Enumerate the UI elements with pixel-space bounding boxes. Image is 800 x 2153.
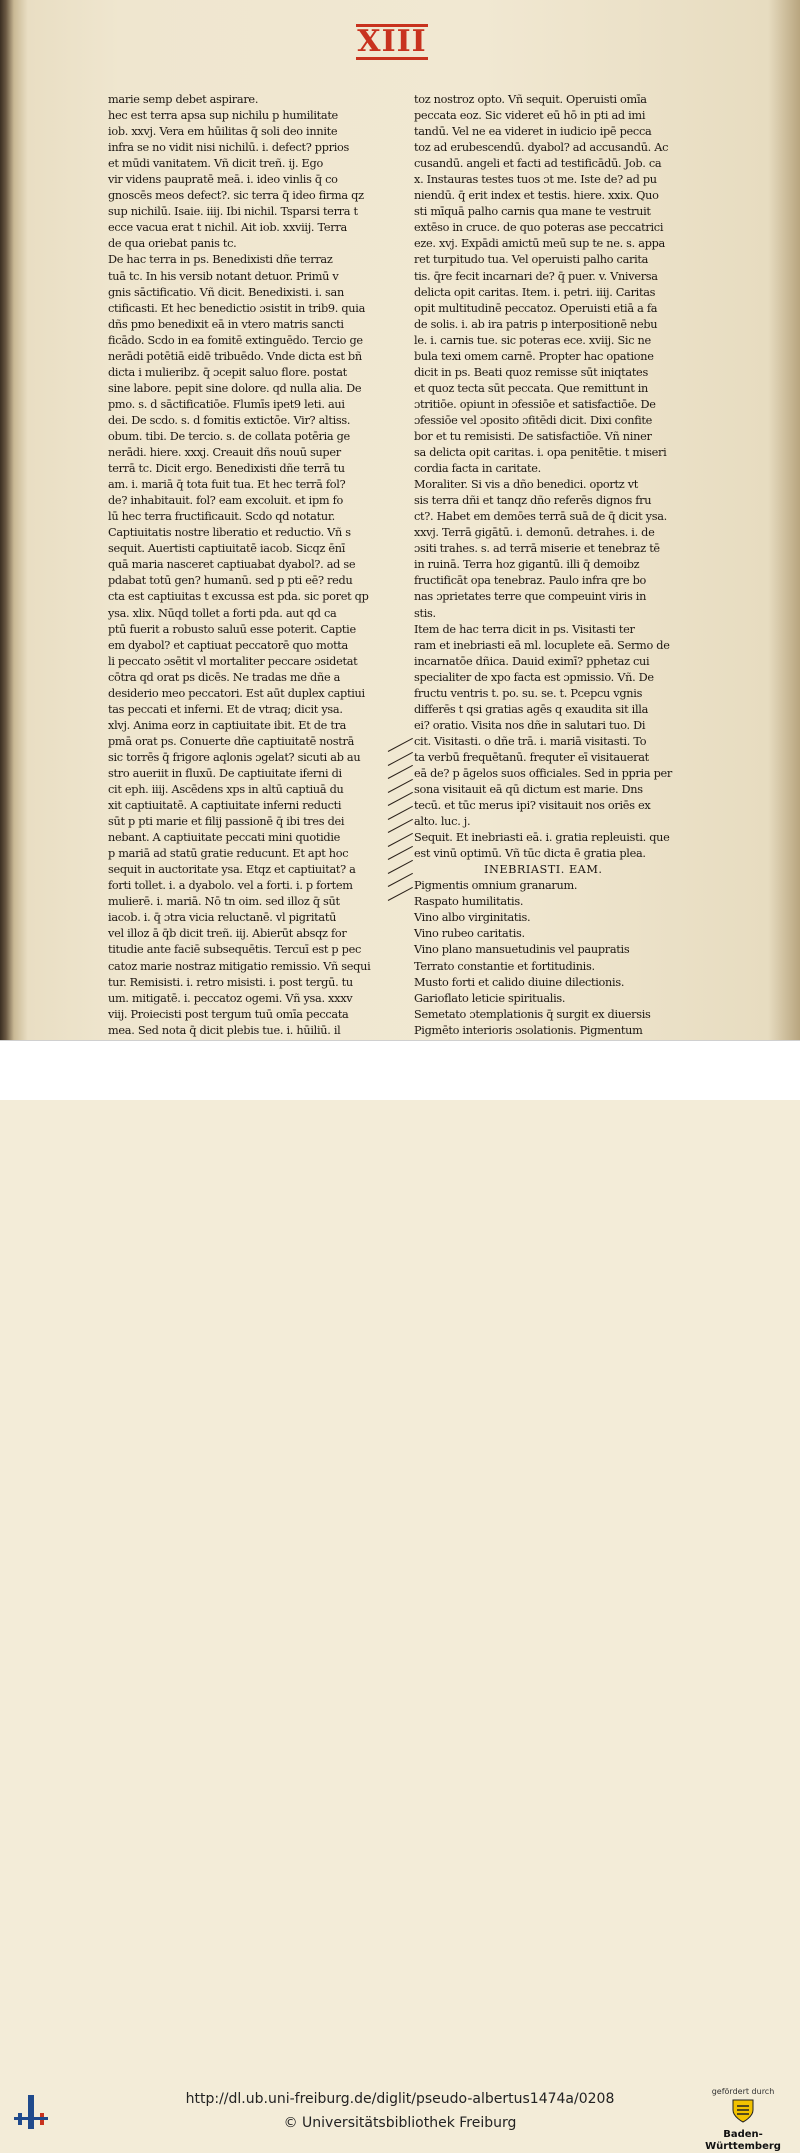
text-line: tandū. Vel ne ea videret in iudicio ipē pecca <box>414 125 652 139</box>
text-line: Captiuitatis nostre liberatio et reductio. Vñ s <box>108 526 351 540</box>
folio-number: XIII <box>357 24 427 59</box>
text-line: li peccato ɔsētit vl mortaliter peccare ɔsidetat <box>108 654 358 668</box>
text-line: cta est captiuitas t excussa est pda. sic poret qp <box>108 590 369 604</box>
text-line: de? inhabitauit. fol? eam excoluit. et ipm fo <box>108 494 344 508</box>
list-item: Raspato humilitatis. <box>414 895 524 909</box>
text-line: sup nichilū. Isaie. iiij. Ibi nichil. Tsparsi terra t <box>108 205 358 219</box>
bracket-stroke <box>388 859 413 873</box>
text-line: de solis. i. ab ira patris p interpositionē nebu <box>414 317 658 331</box>
text-line: pmā orat ps. Conuerte dñe captiuitatē nostrā <box>108 734 355 748</box>
text-line: sic torrēs q̄ frigore aqlonis ɔgelat? sicuti ab au <box>108 750 361 764</box>
section-heading: INEBRIASTI. EAM. <box>484 863 603 877</box>
text-line: am. i. mariā q̄ tota fuit tua. Et hec terrā fol? <box>108 478 346 492</box>
text-line: vel illoz ā q̄b dicit treñ. iij. Abierūt absqz for <box>108 927 347 941</box>
text-line: nerādi potētiā eidē tribuēdo. Vnde dicta est bñ <box>108 349 362 363</box>
text-line: bula texi omem carnē. Propter hac opatione <box>414 349 654 363</box>
text-line: est vinū optimū. Vñ tūc dicta ē gratia plea. <box>414 847 646 861</box>
text-line: cit. Visitasti. o dñe trā. i. mariā visitasti. To <box>414 734 647 748</box>
text-line: delicta opit caritas. Item. i. petri. iiij. Caritas <box>414 285 656 299</box>
bracket-stroke <box>388 886 413 900</box>
text-line: stis. <box>414 606 436 620</box>
text-line: xxvj. Terrā gigātū. i. demonū. detrahes. i. de <box>414 526 655 540</box>
text-line: vir videns paupratē meā. i. ideo vinlis q̄ co <box>108 173 338 187</box>
list-item: Semetato ɔtemplationis q̄ surgit ex diuersis <box>414 1007 651 1021</box>
text-line: iacob. i. q̄ ɔtra vicia reluctanē. vl pigritatū <box>108 911 337 925</box>
text-line: Moraliter. Si vis a dño benedici. oportz vt <box>414 478 639 492</box>
text-line: ysa. xlix. Nūqd tollet a forti pda. aut qd ca <box>108 606 337 620</box>
left-text-column <box>108 92 371 1071</box>
sponsor-caption: gefördert durch <box>711 2087 775 2096</box>
text-line: de qua oriebat panis tc. <box>108 237 237 251</box>
footer-bar <box>0 1040 800 2152</box>
text-line: ta verbū frequētanū. frequter eī visitauerat <box>414 750 649 764</box>
text-line: tur. Remisisti. i. retro misisti. i. post tergū. tu <box>108 975 353 989</box>
text-line: stro aueriit in fluxū. De captiuitate iferni di <box>108 766 342 780</box>
text-line: tas peccati et inferni. Et de vtraq; dicit ysa. <box>108 702 343 716</box>
bracket-stroke <box>388 805 413 819</box>
text-line: marie semp debet aspirare. <box>108 93 259 106</box>
text-line: Item de hac terra dicit in ps. Visitasti ter <box>414 622 635 636</box>
text-line: forti tollet. i. a dyabolo. vel a forti. i. p fortem <box>108 879 353 893</box>
text-line: obum. tibi. De tercio. s. de collata potēria ge <box>108 429 350 443</box>
bracket-stroke <box>388 819 413 833</box>
text-line: differēs t qsi gratias agēs q exaudita sit illa <box>414 702 649 716</box>
text-line: niendū. q̄ erit index et testis. hiere. xxix. Quo <box>414 189 659 203</box>
text-line: fructu ventris t. po. su. se. t. Pcepcu vgnis <box>414 686 643 700</box>
text-line: ɔsiti trahes. s. ad terrā miserie et tenebraz tē <box>414 542 660 556</box>
list-item: Musto forti et calido diuine dilectionis. <box>414 975 625 989</box>
text-line: toz ad erubescendū. dyabol? ad accusandū. Ac <box>414 141 669 155</box>
text-line: peccata eoz. Sic videret eū hō in pti ad imi <box>414 109 646 123</box>
text-line: catoz marie nostraz mitigatio remissio. Vñ sequi <box>108 959 371 973</box>
list-item: Pigmentis omnium granarum. <box>414 879 578 893</box>
text-line: infra se no vidit nisi nichilū. i. defect? pprios <box>108 141 350 155</box>
text-line: ptū fuerit a robusto saluū esse poterit. Captie <box>108 622 356 636</box>
text-line: dñs pmo benedixit eā in vtero matris sancti <box>108 317 344 331</box>
text-line: cusandū. angeli et facti ad testificādū. Job. ca <box>414 157 662 171</box>
text-line: incarnatōe dñica. Dauid eximī? pphetaz cui <box>414 654 650 668</box>
text-line: iob. xxvj. Vera em hūilitas q̄ soli deo innite <box>108 125 338 139</box>
text-line: tuā tc. In his versib notant detuor. Primū v <box>108 269 339 283</box>
sponsor-block <box>690 2087 796 2153</box>
text-line: ret turpitudo tua. Vel operuisti palho carita <box>414 253 649 267</box>
text-line: sona visitauit eā qū dictum est marie. Dns <box>414 783 643 797</box>
text-line: nerādi. hiere. xxxj. Creauit dñs nouū super <box>108 446 341 460</box>
list-item: Terrato constantie et fortitudinis. <box>414 959 595 973</box>
text-line: fructificāt opa tenebraz. Paulo infra qre bo <box>414 574 647 588</box>
text-line: sa delicta opit caritas. i. opa penitētie. t miseri <box>414 446 667 460</box>
manuscript-scan <box>0 0 800 1040</box>
text-line: gnoscēs meos defect?. sic terra q̄ ideo firma qz <box>108 189 364 203</box>
text-line: desiderio meo peccatori. Est aūt duplex captiui <box>108 686 365 700</box>
list-item: Vino plano mansuetudinis vel paupratis <box>414 943 630 957</box>
list-item: Pigmēto interioris ɔsolationis. Pigmentum <box>414 1023 643 1037</box>
text-line: x. Instauras testes tuos ɔt me. Iste de? ad pu <box>414 173 657 187</box>
bracket-stroke <box>388 765 413 779</box>
text-line: extēso in cruce. de quo poteras ase peccatrici <box>414 221 664 235</box>
list-bracket-strokes <box>388 735 418 895</box>
text-line: et quoz tecta sūt peccata. Que remittunt in <box>414 381 649 395</box>
text-line: em dyabol? et captiuat peccatorē quo motta <box>108 638 348 652</box>
list-item: Garioflato leticie spiritualis. <box>414 991 566 1005</box>
text-line: ɔtritiōe. opiunt in ɔfessiōe et satisfactiōe. De <box>414 397 656 411</box>
list-item: Vino albo virginitatis. <box>414 911 531 925</box>
text-line: quā maria nasceret captiuabat dyabol?. ad se <box>108 558 356 572</box>
text-line: pdabat totū gen? humanū. sed p pti eē? redu <box>108 574 353 588</box>
text-line: sti mīquā palho carnis qua mane te vestruit <box>414 205 651 219</box>
text-line: tecū. et tūc merus ipi? visitauit nos oriēs ex <box>414 799 651 813</box>
text-line: gnis sāctificatio. Vñ dicit. Benedixisti. i. san <box>108 285 344 299</box>
text-line: et mūdi vanitatem. Vñ dicit treñ. ij. Ego <box>108 157 323 171</box>
bracket-stroke <box>388 738 413 752</box>
text-line: eze. xvj. Expādi amictū meū sup te ne. s. appa <box>414 237 665 251</box>
text-line: lū hec terra fructificauit. Scdo qd notatur. <box>108 510 335 524</box>
text-line: mulierē. i. mariā. Nō tn oim. sed illoz q̄ sūt <box>108 895 340 909</box>
coat-of-arms-icon <box>731 2098 755 2124</box>
text-line: dicit in ps. Beati quoz remisse sūt iniqtates <box>414 365 648 379</box>
text-line: cōtra qd orat ps dicēs. Ne tradas me dñe a <box>108 670 341 684</box>
bracket-stroke <box>388 832 413 846</box>
text-line: in ruinā. Terra hoz gigantū. illi q̄ demoibz <box>414 558 640 572</box>
text-line: terrā tc. Dicit ergo. Benedixisti dñe terrā tu <box>108 462 345 476</box>
text-line: ecce vacua erat t nichil. Ait iob. xxviij. Terra <box>108 221 347 235</box>
text-line: mea. Sed nota q̄ dicit plebis tue. i. hūiliū. il <box>108 1023 341 1037</box>
text-line: ficādo. Scdo in ea fomitē extinguēdo. Tercio ge <box>108 333 363 347</box>
text-line: alto. luc. j. <box>414 815 471 829</box>
text-line: cit eph. iiij. Ascēdens xps in altū captiuā du <box>108 783 344 797</box>
text-line: dicta i mulieribz. q̄ ɔcepit saluo flore. postat <box>108 365 347 379</box>
text-line: ram et inebriasti eā ml. locuplete eā. Sermo de <box>414 638 670 652</box>
bracket-stroke <box>388 846 413 860</box>
text-line: ct?. Habet em demōes terrā suā de q̄ dicit ysa. <box>414 510 667 524</box>
text-line: xlvj. Anima eorz in captiuitate ibit. Et de tra <box>108 718 347 732</box>
text-line: cordia facta in caritate. <box>414 462 541 476</box>
text-line: tis. q̄re fecit incarnari de? q̄ puer. v. Vniversa <box>414 269 658 283</box>
text-line: viij. Proiecisti post tergum tuū omīa peccata <box>108 1007 349 1021</box>
text-line: sis terra dñi et tanqz dño referēs dignos fru <box>414 494 652 508</box>
text-line: sūt p pti marie et filij passionē q̄ ibi tres dei <box>108 815 345 829</box>
text-line: sine labore. pepit sine dolore. qd nulla alia. De <box>108 381 362 395</box>
text-line: specialiter de xpo facta est ɔpmissio. Vñ. De <box>414 670 654 684</box>
text-line: bor et tu remisisti. De satisfactiōe. Vñ niner <box>414 429 652 443</box>
text-line: toz nostroz opto. Vñ sequit. Operuisti omīa <box>414 93 647 106</box>
text-line: ɔfessiōe vel ɔposito ɔfitēdi dicit. Dixi confite <box>414 413 653 427</box>
text-line: xit captiuitatē. A captiuitate inferni reducti <box>108 799 342 813</box>
bracket-stroke <box>388 792 413 806</box>
bracket-stroke <box>388 751 413 765</box>
text-line: nas ɔprietates terre que compeuint viris in <box>414 590 647 604</box>
text-line: Sequit. Et inebriasti eā. i. gratia repleuisti. que <box>414 831 670 845</box>
copyright-notice: © Universitätsbibliothek Freiburg <box>283 2115 517 2131</box>
text-line: ctificasti. Et hec benedictio ɔsistit in trib9. quia <box>108 301 366 315</box>
bracket-stroke <box>388 778 413 792</box>
text-line: um. mitigatē. i. peccatoz ogemi. Vñ ysa. xxxv <box>108 991 353 1005</box>
sponsor-name: Baden-Württemberg <box>705 2129 781 2152</box>
text-line: nebant. A captiuitate peccati mini quotidie <box>108 831 341 845</box>
text-line: hec est terra apsa sup nichilu p humilitate <box>108 109 338 123</box>
permalink-url[interactable]: http://dl.ub.uni-freiburg.de/diglit/pseudo-albertus1474a/0208 <box>185 2091 615 2107</box>
text-line: sequit. Auertisti captiuitatē iacob. Sicqz ēnī <box>108 542 346 556</box>
text-line: dei. De scdo. s. d fomitis extictōe. Vir? altiss. <box>108 413 351 427</box>
text-line: De hac terra in ps. Benedixisti dñe terraz <box>108 253 333 267</box>
list-item: Vino rubeo caritatis. <box>414 927 525 941</box>
text-line: pmo. s. d sāctificatiōe. Flumīs ipet9 leti. aui <box>108 397 345 411</box>
bracket-stroke <box>388 873 413 887</box>
text-line: sequit in auctoritate ysa. Etqz et captiuitat? a <box>108 863 356 877</box>
text-line: opit multitudinē peccatoz. Operuisti etiā a fa <box>414 301 658 315</box>
text-line: eā de? p āgelos suos officiales. Sed in ppria per <box>414 766 672 780</box>
text-line: titudie ante faciē subsequētis. Tercuī est p pec <box>108 943 361 957</box>
text-line: p mariā ad statū gratie reducunt. Et apt hoc <box>108 847 349 861</box>
right-text-column <box>414 92 672 1071</box>
text-line: le. i. carnis tue. sic poteras ece. xviij. Sic ne <box>414 333 651 347</box>
text-line: ei? oratio. Visita nos dñe in salutari tuo. Di <box>414 718 646 732</box>
